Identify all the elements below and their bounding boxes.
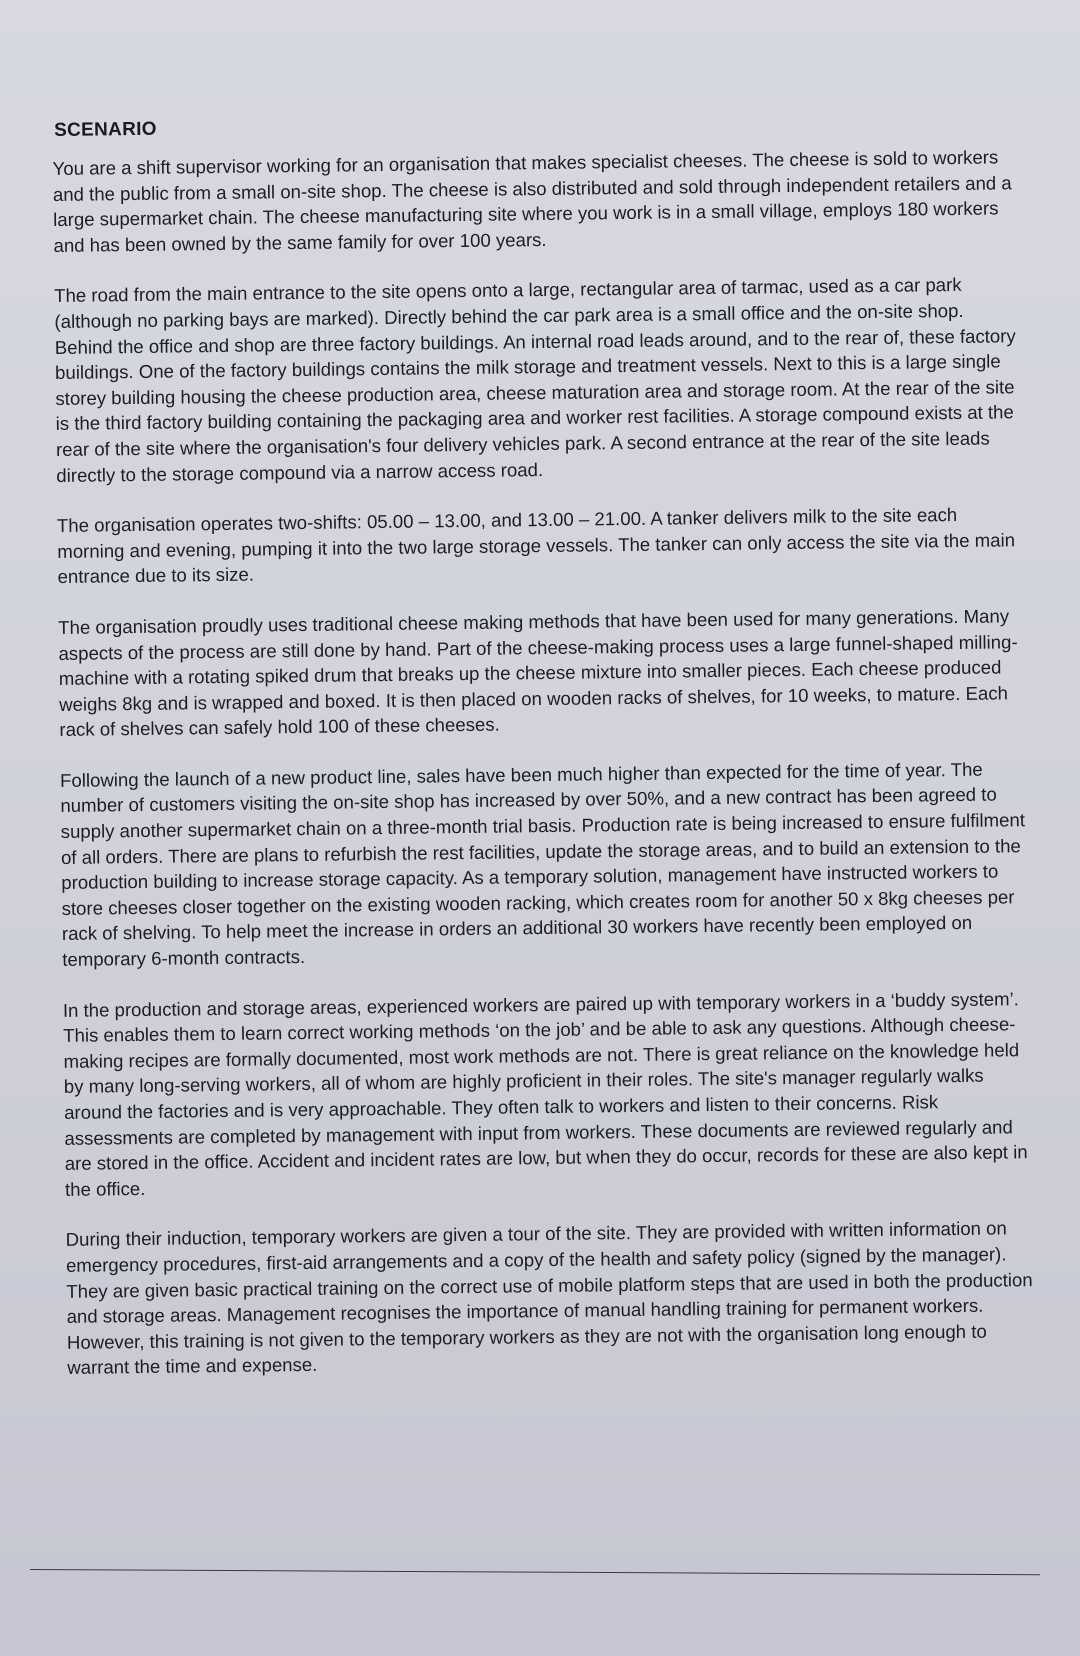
paragraph-sales-growth: Following the launch of a new product line, sales have been much higher than expected for the time of year. The number of customers visiting the on-site shop has increased by over 50%, and a new contract has been agreed to supply another supermarket chain on a three-month trial basis. Production rate is being increased to ensure fulfilment of all orders. There are plans to refurbish the rest facilities, update the storage areas, and to build an extension to the production building to increase storage capacity. As a temporary solution, management have instructed workers to store cheeses closer together on the existing wooden racking, which creates room for another 50 x 8kg cheeses per rack of shelving. To help meet the increase in orders an additional 30 workers have recently been employed on temporary 6-month contracts.: [59, 758, 1026, 970]
paragraph-shifts: The organisation operates two-shifts: 05.00 – 13.00, and 13.00 – 21.00. A tanker delivers milk to the site each morning and evening, pumping it into the two large storage vessels. The tanker can only access the site via the main entrance due to its size.: [56, 504, 1016, 588]
paragraph-site-layout: The road from the main entrance to the site opens onto a large, rectangular area of tarmac, used as a car park (although no parking bays are marked). Directly behind the car park area is a small office and the on-site shop. Behind the office and shop are three factory buildings. An internal road leads around, and to the rear of, these factory buildings. One of the factory buildings contains the milk storage and treatment vessels. Next to this is a large single storey building housing the cheese production area, cheese maturation area and storage room. At the rear of the site is the third factory building containing the packaging area and worker rest facilities. A storage compound exists at the rear of the site where the organisation's four delivery vehicles park. A second entrance at the rear of the site leads directly to the storage compound via a narrow access road.: [54, 274, 1016, 486]
paragraph-buddy-system: In the production and storage areas, experienced workers are paired up with temporary workers in a ‘buddy system’. This enables them to learn correct working methods ‘on the job’ and be able to ask any questions. Although cheese-making recipes are formally documented, most work methods are not. There is great reliance on the knowledge held by many long-serving workers, all of whom are highly proficient in their roles. The site's manager regularly walks around the factories and is very approachable. They often talk to workers and listen to their concerns. Risk assessments are completed by management with input from workers. These documents are reviewed regularly and are stored in the office. Accident and incident rates are low, but when they do occur, records for these are also kept in the office.: [62, 987, 1028, 1200]
scenario-text-block: [52, 108, 1036, 1406]
paragraph-intro: You are a shift supervisor working for an organisation that makes specialist cheeses. The cheese is sold to workers and the public from a small on-site shop. The cheese is also distributed and sold through independent retailers and a large supermarket chain. The cheese manufacturing site where you work is in a small village, employs 180 workers and has been owned by the same family for over 100 years.: [52, 146, 1012, 256]
paragraph-induction: During their induction, temporary workers are given a tour of the site. They are provided with written information on emergency procedures, first-aid arrangements and a copy of the health and safety policy (signed by the manager). They are given basic practical training on the correct use of mobile platform steps that are used in both the production and storage areas. Management recognises the importance of manual handling training for permanent workers. However, this training is not given to the temporary workers as they are not with the organisation long enough to warrant the time and expense.: [65, 1217, 1033, 1379]
bottom-divider-line: [30, 1569, 1040, 1575]
paragraph-production-methods: The organisation proudly uses traditional cheese making methods that have been used for many generations. Many aspects of the process are still done by hand. Part of the cheese-making process uses a large funnel-shaped milling-machine with a rotating spiked drum that breaks up the cheese mixture into smaller pieces. Each cheese produced weighs 8kg and is wrapped and boxed. It is then placed on wooden racks of shelves, for 10 weeks, to mature. Each rack of shelves can safely hold 100 of these cheeses.: [58, 605, 1018, 741]
scenario-heading: SCENARIO: [53, 118, 157, 141]
